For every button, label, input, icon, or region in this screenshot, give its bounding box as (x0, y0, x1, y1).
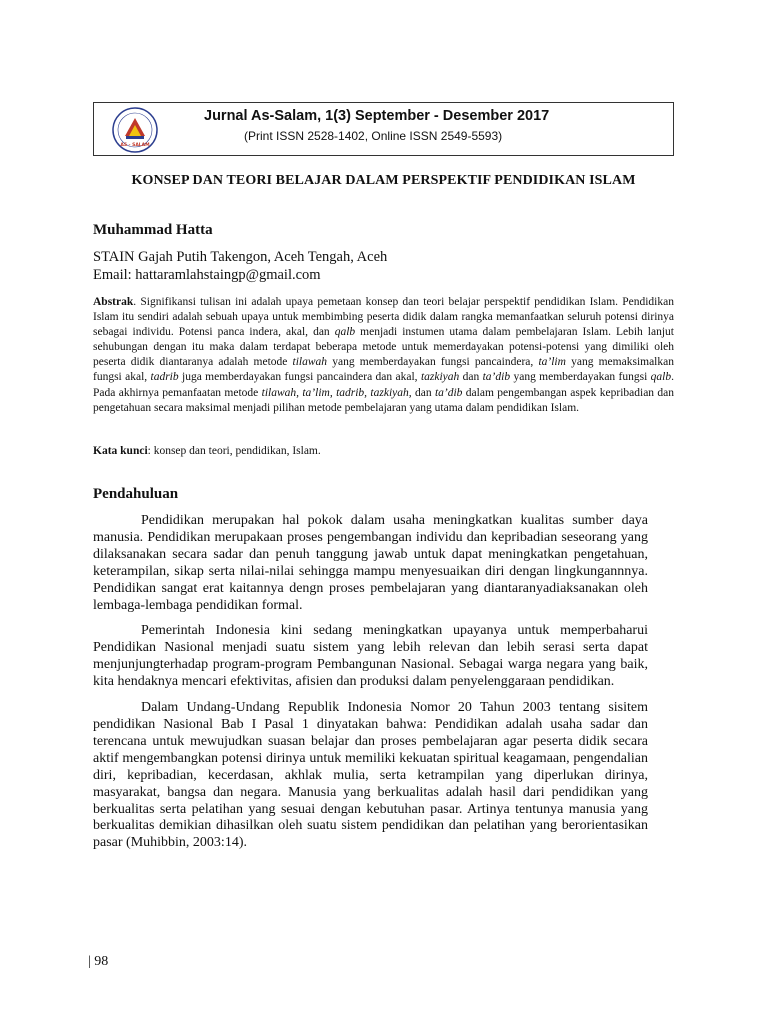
page-number: | 98 (88, 954, 109, 969)
paragraph: Pemerintah Indonesia kini sedang meningkatkan upayanya untuk memperbaharui Pendidikan Nasional menjadi suatu sistem yang lebih relevan dan lebih serasi serta dapat menjunjungterhadap program-program Pembangunan Nasional. Sebagai warga negara yang baik, kita hendaknya mencari efektivitas, afisien dan produksi dalam penyelenggaraan pendidikan. (93, 623, 648, 690)
author-name: Muhammad Hatta (93, 222, 213, 238)
journal-title: Jurnal As-Salam, 1(3) September - Desember 2017 (204, 108, 550, 124)
paper-title: KONSEP DAN TEORI BELAJAR DALAM PERSPEKTIF PENDIDIKAN ISLAM (131, 173, 636, 188)
abstract-term: qalb (334, 326, 356, 339)
abstract-text: yang memberdayakan fungsi pancaindera, (327, 356, 539, 369)
abstract-term: tilawah (292, 356, 328, 369)
abstract-text: dan (459, 371, 483, 384)
affiliation: STAIN Gajah Putih Takengon, Aceh Tengah, Aceh (93, 249, 388, 265)
section-heading: Pendahuluan (93, 486, 179, 502)
abstract-term: tazkiyah (420, 371, 460, 384)
abstract-term: ta’dib (482, 371, 511, 384)
keywords-text: : konsep dan teori, pendidikan, Islam. (147, 445, 321, 457)
abstract-text: yang memaksimalkan fungsi akal, (93, 356, 674, 384)
section-body (93, 513, 648, 861)
journal-issn: (Print ISSN 2528-1402, Online ISSN 2549-5593) (244, 129, 503, 143)
abstract-term: ta’lim (538, 356, 566, 369)
abstract-text: . Signifikansi tulisan ini adalah upaya pemetaan konsep dan teori belajar perspektif pendidikan Islam. Pendidikan Islam itu sendiri adalah sebuah upaya untuk membimbing peserta didik dalam rangka memanfaatkan seluruh potensi dirinya sebagai individu. Potensi panca indera, akal, dan (93, 296, 674, 339)
abstract-text: . Pada akhirnya pemanfaatan metode (93, 371, 674, 399)
abstract-text: dan (411, 386, 435, 399)
paragraph: Dalam Undang-Undang Republik Indonesia Nomor 20 Tahun 2003 tentang sisitem pendidikan Nasional Bab I Pasal 1 dinyatakan bahwa: Pendidikan adalah usaha sadar dan terencana untuk mewujudkan suasan belajar dan proses pembelajaran agar peserta didik secara aktif mengembangkan potensi dirinya untuk memiliki kekuatan spiritual keagamaan, pengendalian diri, kepribadian, kecerdasan, akhlak mulia, serta ketrampilan yang diperlukan dirinya, masyarakat, bangsa dan negara. Manusia yang berkualitas adalah hasil dari pendidikan yang berkualitas serta pelatihan yang sesuai dengan kebutuhan pasar. Artinya tentunya manusia yang berkualitas demikian dihasilkan oleh suatu sistem pendidikan dan pelatihan yang berorientasikan pasar (Muhibbin, 2003:14). (93, 700, 648, 851)
journal-header-box (93, 102, 674, 156)
abstract-text: menjadi instumen utama dalam pembelajaran Islam. Lebih lanjut sehubungan dengan itu maka dalam terdapat beberapa metode untuk memerdayakan potensi-potensi yang dimiliki oleh peserta didik diantaranya adalah metode (93, 326, 674, 369)
abstract-text: juga memberdayakan fungsi pancaindera dan akal, (178, 371, 421, 384)
keywords-label: Kata kunci (93, 445, 148, 457)
logo-text: AS - SALAM (120, 143, 150, 148)
abstract-term: tadrib (150, 371, 179, 384)
abstract-term: tilawah, ta’lim, tadrib, tazkiyah, (261, 386, 412, 399)
abstract-label: Abstrak (93, 296, 134, 308)
as-salam-logo-icon (111, 106, 159, 154)
paragraph: Pendidikan merupakan hal pokok dalam usaha meningkatkan kualitas sumber daya manusia. Pendidikan merupakaan proses pengembangan individu dan kepribadian seseorang yang dilaksanakan secara sadar dan penuh tanggung jawab untuk dapat meningkatkan pengetahuan, keterampilan, sikap serta nilai-nilai sehingga mampu menyesuaikan diri dengan lingkungannnya. Pendidikan sangat erat kaitannya dengn proses pembelajaran yang diantaranyadiaksanakan oleh lembaga-lembaga pendidikan formal. (93, 513, 648, 613)
abstract-term: ta’dib (434, 386, 463, 399)
author-affiliation-block (93, 248, 387, 284)
abstract-term: qalb (650, 371, 672, 384)
abstract (93, 295, 674, 416)
keywords (93, 445, 674, 457)
author-email[interactable]: Email: hattaramlahstaingp@gmail.com (93, 267, 321, 283)
abstract-text: dalam pengembangan aspek kepribadian dan pengetahuan secara maksimal menjadi pilihan metode pembelajaran yang utama dalam pendidikan Islam. (93, 386, 675, 414)
abstract-text: yang memberdayakan fungsi (510, 371, 651, 384)
